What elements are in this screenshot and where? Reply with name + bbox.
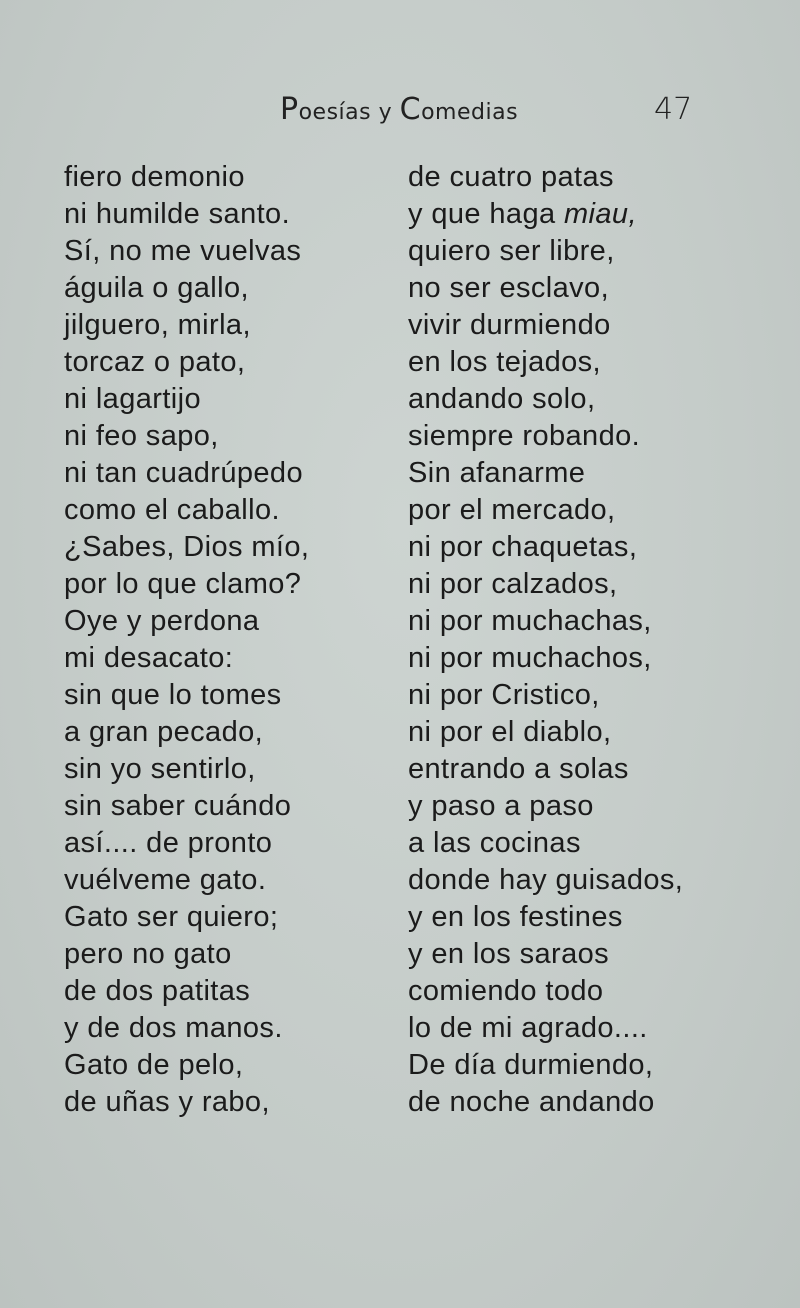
poem-line: y de dos manos. [64, 1012, 283, 1044]
poem-line: por el mercado, [408, 494, 616, 526]
poem-column-left [64, 159, 309, 1121]
poem-line: ni tan cuadrúpedo [64, 457, 303, 489]
poem-line: vuélveme gato. [64, 864, 267, 896]
poem-line-text: y que haga [408, 198, 564, 230]
poem-line: de dos patitas [64, 975, 251, 1007]
poem-line: ni por chaquetas, [408, 531, 638, 563]
header-title-cap-c: C [399, 92, 422, 127]
poem-line: de cuatro patas [408, 161, 614, 193]
poem-line: así.... de pronto [64, 827, 273, 859]
poem-line: de uñas y rabo, [64, 1086, 270, 1118]
poem-column-right-rest [408, 233, 683, 1121]
poem-line: a gran pecado, [64, 716, 264, 748]
poem-line: sin yo sentirlo, [64, 753, 256, 785]
poem-line: entrando a solas [408, 753, 629, 785]
poem-line: fiero demonio [64, 161, 245, 193]
poem-line [408, 196, 683, 233]
poem-line: pero no gato [64, 938, 232, 970]
poem-line: a las cocinas [408, 827, 581, 859]
poem-line: Sí, no me vuelvas [64, 235, 302, 267]
poem-column-right [408, 159, 683, 1121]
poem-line: andando solo, [408, 383, 596, 415]
poem-line: sin saber cuándo [64, 790, 292, 822]
poem-line: como el caballo. [64, 494, 280, 526]
poem-line: Gato ser quiero; [64, 901, 279, 933]
poem-line: siempre robando. [408, 420, 641, 452]
running-header [0, 92, 800, 132]
poem-line: donde hay guisados, [408, 864, 684, 896]
poem-line: ni por el diablo, [408, 716, 612, 748]
poem-line: jilguero, mirla, [64, 309, 251, 341]
poem-line: en los tejados, [408, 346, 602, 378]
poem-line: ¿Sabes, Dios mío, [64, 531, 310, 563]
header-title [280, 92, 518, 127]
poem-line: ni lagartijo [64, 383, 201, 415]
poem-line: quiero ser libre, [408, 235, 615, 267]
poem-line: y en los festines [408, 901, 623, 933]
poem-line-italic-word: miau, [563, 198, 637, 230]
page-number: 47 [654, 92, 693, 127]
poem-line: Oye y perdona [64, 605, 260, 637]
header-title-word-1: oesías [298, 100, 372, 125]
poem-line: mi desacato: [64, 642, 234, 674]
poem-line: comiendo todo [408, 975, 604, 1007]
poem-line: águila o gallo, [64, 272, 249, 304]
poem-line: sin que lo tomes [64, 679, 282, 711]
poem-line: no ser esclavo, [408, 272, 610, 304]
poem-line: ni por muchachos, [408, 642, 652, 674]
poem-line: ni humilde santo. [64, 198, 291, 230]
poem-line: ni por muchachas, [408, 605, 652, 637]
poem-line: de noche andando [408, 1086, 655, 1118]
header-title-cap-p: P [280, 92, 299, 127]
poem-line: y en los saraos [408, 938, 610, 970]
header-title-connector: y [371, 100, 400, 125]
poem-line: De día durmiendo, [408, 1049, 654, 1081]
poem-line: Sin afanarme [408, 457, 586, 489]
poem-line: y paso a paso [408, 790, 594, 822]
poem-line: ni por Cristico, [408, 679, 600, 711]
poem-line: Gato de pelo, [64, 1049, 244, 1081]
poem-line: ni por calzados, [408, 568, 618, 600]
poem-line: ni feo sapo, [64, 420, 219, 452]
poem-line: torcaz o pato, [64, 346, 246, 378]
poem-line: por lo que clamo? [64, 568, 302, 600]
poem-line: vivir durmiendo [408, 309, 611, 341]
header-title-word-2: omedias [421, 100, 519, 125]
poem-line: lo de mi agrado.... [408, 1012, 648, 1044]
